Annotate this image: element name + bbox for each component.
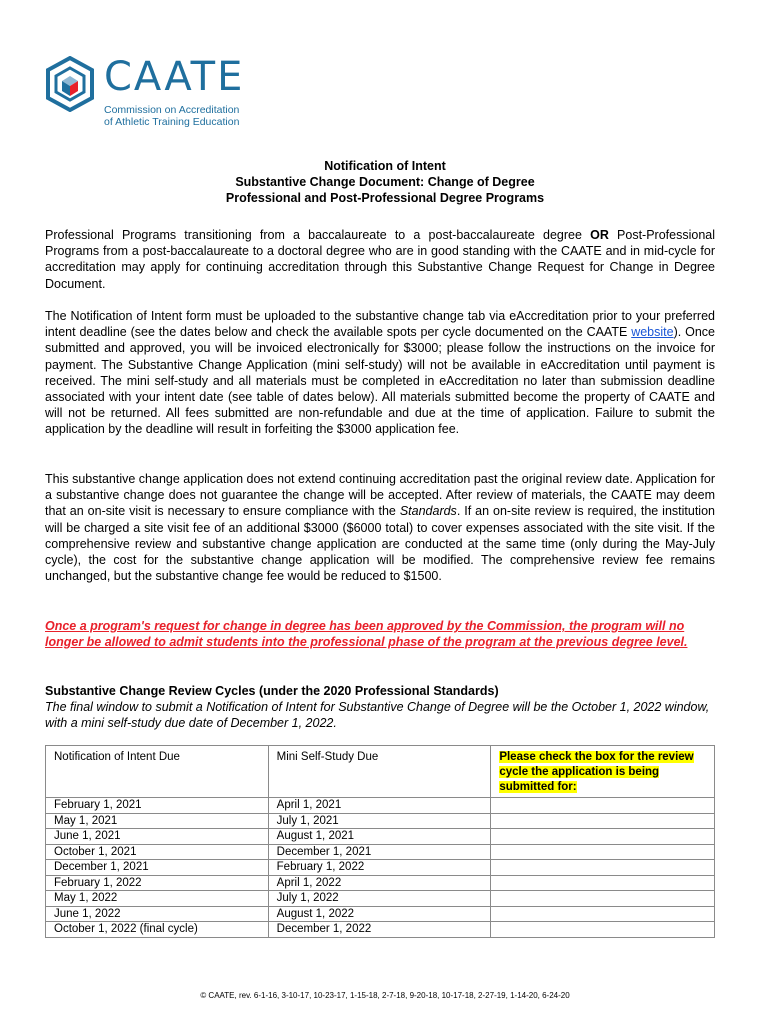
cycle-checkbox-cell[interactable]: [491, 891, 715, 907]
cycle-checkbox-cell[interactable]: [491, 860, 715, 876]
header-check-box: [491, 746, 715, 798]
intent-due-cell: October 1, 2022 (final cycle): [46, 922, 269, 938]
self-study-due-cell: July 1, 2022: [268, 891, 491, 907]
conditions-text-a: This substantive change application does not extend continuing accreditation past the original review date. Application for a substantive change does not guarantee the change will be accepted. After review of materials, the CAATE may deem that an on-site visit is necessary to ensure compliance with the: [45, 472, 715, 519]
intro-paragraph: [45, 227, 715, 292]
process-text-a: The Notification of Intent form must be uploaded to the substantive change tab via eAccreditation prior to your preferred intent deadline (see the dates below and check the available spots per cycle documented on the CAATE: [45, 309, 715, 340]
check-instructions: Please check the box for the review cycle the application is being submitted for:: [499, 751, 694, 793]
website-link[interactable]: website: [631, 325, 674, 340]
process-text-b: ). Once submitted and approved, you will be invoiced electronically for $3000; please follow the instructions on the invoice for payment. The Substantive Change Application (mini self-study) will not be available in eAccreditation until payment is received. The mini self-study and all materials must be completed in eAccreditation no later than submission deadline associated with your intent date (see table of dates below). All materials submitted become the property of CAATE and will not be returned. All fees submitted are non-refundable and due at the time of application. Failure to submit the application by the deadline will result in forfeiting the $3000 application fee.: [45, 325, 715, 437]
table-row: [46, 875, 715, 891]
intent-due-cell: June 1, 2021: [46, 829, 269, 845]
intent-due-cell: June 1, 2022: [46, 906, 269, 922]
intent-due-cell: May 1, 2022: [46, 891, 269, 907]
self-study-due-cell: April 1, 2022: [268, 875, 491, 891]
title-line-2: Substantive Change Document: Change of Degree: [235, 175, 535, 189]
brand-name: CAATE: [104, 54, 245, 100]
document-title: [0, 158, 770, 206]
footer-revision: © CAATE, rev. 6-1-16, 3-10-17, 10-23-17, 1-15-18, 2-7-18, 9-20-18, 10-17-18, 2-27-19, 1-14-20, 6-24-20: [200, 991, 570, 1000]
header-self-study-due: Mini Self-Study Due: [268, 746, 491, 798]
review-cycles-table: [45, 745, 715, 938]
caate-logo: [44, 54, 254, 130]
self-study-due-cell: December 1, 2021: [268, 844, 491, 860]
intent-due-cell: February 1, 2022: [46, 875, 269, 891]
review-cycles-title: Substantive Change Review Cycles (under the 2020 Professional Standards): [45, 684, 499, 698]
intent-due-cell: May 1, 2021: [46, 813, 269, 829]
table-row: [46, 891, 715, 907]
header-intent-due: Notification of Intent Due: [46, 746, 269, 798]
self-study-due-cell: April 1, 2021: [268, 798, 491, 814]
cycle-checkbox-cell[interactable]: [491, 813, 715, 829]
cycle-checkbox-cell[interactable]: [491, 875, 715, 891]
table-header-row: [46, 746, 715, 798]
process-paragraph: [45, 308, 715, 438]
brand-subtitle-line2: of Athletic Training Education: [104, 116, 240, 128]
table-body: [46, 798, 715, 938]
title-line-3: Professional and Post-Professional Degree Programs: [225, 191, 545, 205]
cycle-checkbox-cell[interactable]: [491, 798, 715, 814]
conditions-text-b: . If an on-site review is required, the institution will be charged a site visit fee of an additional $3000 ($6000 total) to cover expenses associated with the site visit. If the comprehensive review and substantive change application are conducted at the same time (only during the May-July cycle), the cost for the substantive change application will be modified. The comprehensive review fee remains unchanged, but the substantive change fee would be reduced to $1500.: [45, 504, 715, 584]
conditions-paragraph: [45, 471, 715, 584]
self-study-due-cell: February 1, 2022: [268, 860, 491, 876]
title-line-1: Notification of Intent: [324, 159, 446, 173]
cycle-checkbox-cell[interactable]: [491, 906, 715, 922]
cycle-checkbox-cell[interactable]: [491, 829, 715, 845]
table-row: [46, 860, 715, 876]
table-row: [46, 922, 715, 938]
warning-paragraph: Once a program's request for change in degree has been approved by the Commission, the program will no longer be allowed to admit students into the professional phase of the program at the previous degree level.: [45, 619, 688, 650]
brand-subtitle-line1: Commission on Accreditation: [104, 104, 240, 116]
self-study-due-cell: August 1, 2021: [268, 829, 491, 845]
intent-due-cell: February 1, 2021: [46, 798, 269, 814]
self-study-due-cell: July 1, 2021: [268, 813, 491, 829]
self-study-due-cell: December 1, 2022: [268, 922, 491, 938]
intro-or: OR: [590, 228, 609, 242]
table-row: [46, 906, 715, 922]
standards-italic: Standards: [399, 504, 457, 519]
caate-cube-icon: [44, 56, 96, 112]
cycle-checkbox-cell[interactable]: [491, 922, 715, 938]
intro-text-b: Post-Professional Programs from a post-baccalaureate to a doctoral degree who are in good standing with the CAATE and in mid-cycle for accreditation may apply for continuing accreditation through this Substantive Change Request for Change in Degree Document.: [45, 228, 716, 291]
intent-due-cell: October 1, 2021: [46, 844, 269, 860]
self-study-due-cell: August 1, 2022: [268, 906, 491, 922]
intent-due-cell: December 1, 2021: [46, 860, 269, 876]
review-cycles-note: The final window to submit a Notification of Intent for Substantive Change of Degree will be the October 1, 2022 window, with a mini self-study due date of December 1, 2022.: [45, 700, 710, 730]
table-row: [46, 798, 715, 814]
cycle-checkbox-cell[interactable]: [491, 844, 715, 860]
table-row: [46, 829, 715, 845]
table-row: [46, 844, 715, 860]
table-row: [46, 813, 715, 829]
intro-text-a: Professional Programs transitioning from a baccalaureate to a post-baccalaureate degree: [45, 228, 591, 242]
brand-subtitle: [104, 104, 239, 128]
review-cycles-section: [45, 683, 715, 731]
